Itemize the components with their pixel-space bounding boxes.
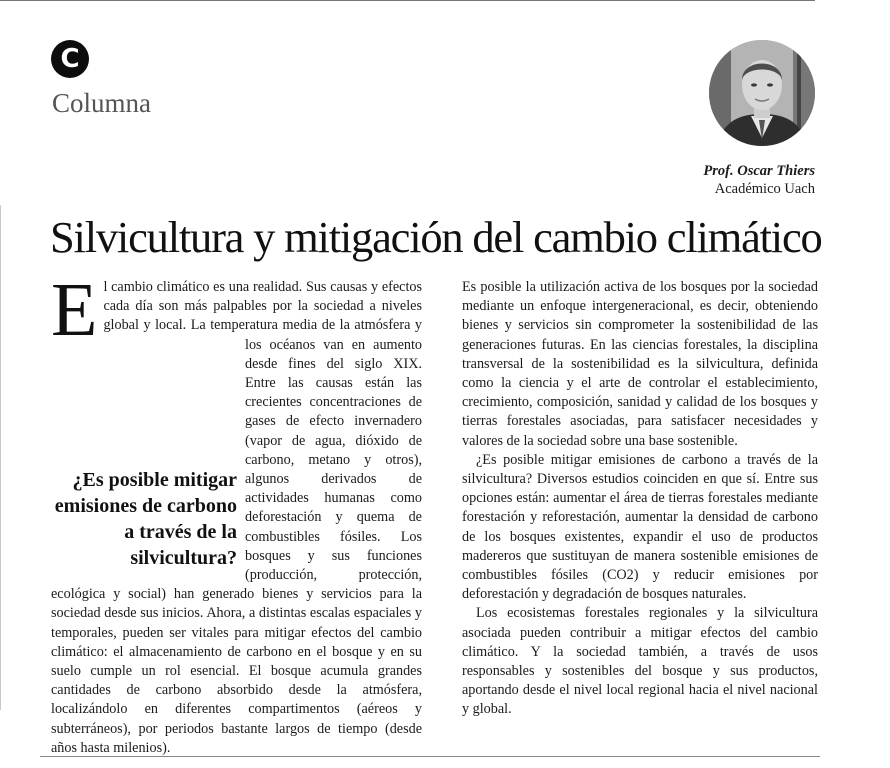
section-label: Columna xyxy=(52,88,151,118)
author-byline xyxy=(703,163,815,198)
paragraph: Los ecosistemas forestales regionales y la silvicultura asociada pueden contribuir a mitigar efectos del cambio climático. Y la sociedad también, a través de usos responsables y sostenibles del bosque y sus productos, aportando desde el nivel local regional hacia el nivel nacional y global. xyxy=(462,605,818,718)
author-name: Prof. Oscar Thiers xyxy=(703,163,815,179)
left-column-text: l cambio climático es una realidad. Sus causas y efectos cada día son más palpables por la sociedad a niveles global y local. La temperatura media de la atmósfera y los océanos van en aumento desde fines del siglo XIX. Entre las causas están las crecientes concentraciones de gases de efecto invernadero (vapor de agua, dióxido de carbono, metano y otros), algunos derivados de actividades humanas como deforestación y quema de combustibles fósiles. Los bosques y sus funciones (producción, protección, ecológica y social) han generado bienes y servicios para la sociedad desde sus inicios. Ahora, a distintas escalas espaciales y temporales, pueden ser vitales para mitigar efectos del cambio climático: el almacenamiento de carbono en el bosque y en su suelo cumple un rol esencial. El bosque acumula grandes cantidades de carbono absorbido desde la atmósfera, localizándolo en diferentes compartimentos (aéreos y subterráneos), por periodos bastante largos de tiempo (desde años hasta milenios). xyxy=(51,279,422,756)
paragraph: ¿Es posible mitigar emisiones de carbono a través de la silvicultura? Diversos estudios coinciden en que sí. Entre sus opciones están: aumentar el área de tierras forestales mediante forestación y reforestación, aumentar la densidad de carbono de los bosques existentes, expandir el uso de productos madereros que sustituyan de manera sostenible emisiones de combustibles fósiles (CO2) y reducir emisiones por deforestación y degradación de bosques naturales. xyxy=(462,451,818,603)
article-headline: Silvicultura y mitigación del cambio climático xyxy=(50,212,822,262)
column-badge-icon xyxy=(51,40,89,78)
pull-quote: ¿Es posible mitigar emisiones de carbono a través de la silvicultura? xyxy=(54,469,237,569)
author-affiliation: Académico Uach xyxy=(714,181,815,197)
author-photo xyxy=(709,40,815,146)
article-column-right xyxy=(462,278,818,720)
column-badge-letter: C xyxy=(60,44,80,74)
bottom-divider xyxy=(40,756,820,757)
top-divider xyxy=(0,0,815,1)
paragraph: Es posible la utilización activa de los bosques por la sociedad mediante un enfoque intergeneracional, es decir, obteniendo bienes y servicios sin comprometer la sostenibilidad de las generaciones futuras. En las ciencias forestales, la disciplina transversal de la sostenibilidad es la silvicultura, definida como la ciencia y el arte de controlar el establecimiento, crecimiento, composición, sanidad y calidad de los bosques y tierras forestales asociadas, para satisfacer necesidades y valores de la sociedad sobre una base sostenible. xyxy=(462,279,818,449)
author-portrait-image xyxy=(709,40,815,146)
left-divider xyxy=(0,205,1,710)
drop-cap: E xyxy=(51,268,98,352)
